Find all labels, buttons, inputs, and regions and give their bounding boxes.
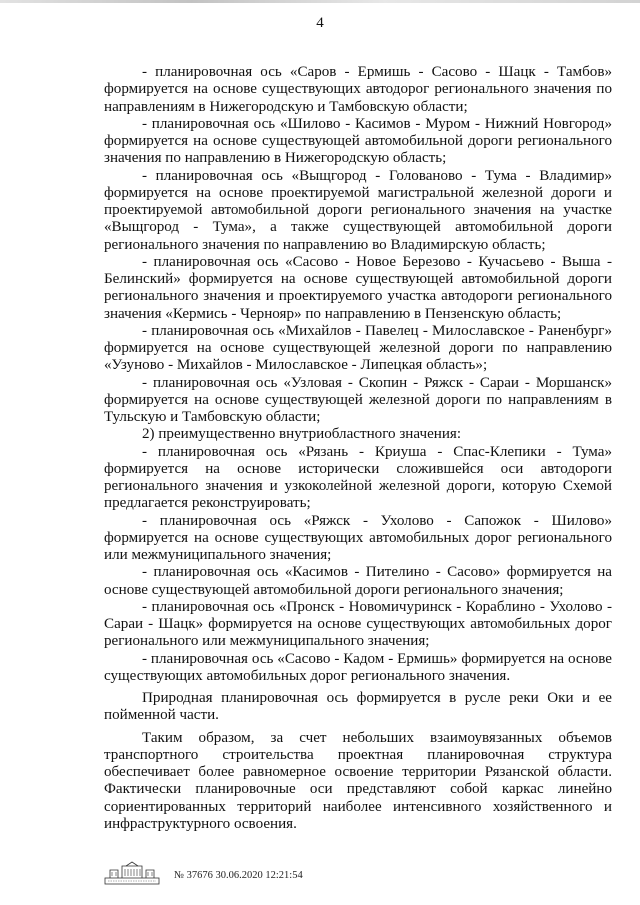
document-footer bbox=[104, 860, 404, 900]
scan-edge bbox=[0, 0, 640, 3]
paragraph-axis-sarov: - планировочная ось «Саров - Ермишь - Сасово - Шацк - Тамбов» формируется на основе существующих автодорог регионального значения по направлениям в Нижегородскую и Тамбовскую области; bbox=[104, 64, 612, 115]
paragraph-axis-ryazan-tuma: - планировочная ось «Рязань - Криуша - Спас-Клепики - Тума» формируется на основе исторически сложившейся оси автодороги регионального значения и узкоколейной железной дороги, которую Схемой предлагается реконструировать; bbox=[104, 443, 612, 512]
paragraph-conclusion: Таким образом, за счет небольших взаимоувязанных объемов транспортного строительства проектная планировочная структура обеспечивает более равномерное освоение территории Рязанской области. Фактически планировочные оси представляют собой каркас линейно сориентированных территорий наиболее интенсивного хозяйственного и инфраструктурного освоения. bbox=[104, 729, 612, 832]
document-body bbox=[104, 64, 612, 833]
paragraph-axis-pronsk-shatsk: - планировочная ось «Пронск - Новомичуринск - Кораблино - Ухолово - Сараи - Шацк» формируется на основе существующих автомобильных дорог регионального или межмуниципального значения; bbox=[104, 598, 612, 650]
page-number: 4 bbox=[316, 15, 324, 31]
paragraph-axis-mikhailov: - планировочная ось «Михайлов - Павелец - Милославское - Раненбург» формируется на основе существующей железной дороги по направлению «Узуново - Михайлов - Милославское - Липецкая область»; bbox=[104, 322, 612, 374]
registry-seal-icon bbox=[104, 860, 160, 886]
paragraph-section-2-heading: 2) преимущественно внутриобластного значения: bbox=[142, 426, 462, 443]
paragraph-axis-uzlovaya: - планировочная ось «Узловая - Скопин - Ряжск - Сараи - Моршанск» формируется на основе существующей железной дороги по направлениям в Тульскую и Тамбовскую области; bbox=[104, 374, 612, 425]
paragraph-axis-ryazhsk-shilovo: - планировочная ось «Ряжск - Ухолово - Сапожок - Шилово» формируется на основе существующих автомобильных дорог регионального или межмуниципального значения; bbox=[104, 512, 612, 563]
paragraph-natural-axis: Природная планировочная ось формируется в русле реки Оки и ее пойменной части. bbox=[104, 690, 612, 724]
paragraph-axis-kasimov-sasovo: - планировочная ось «Касимов - Пителино - Сасово» формируется на основе существующей автомобильной дороги регионального значения; bbox=[104, 564, 612, 598]
paragraph-axis-vyshgorod: - планировочная ось «Выщгород - Голованово - Тума - Владимир» формируется на основе проектируемой магистральной железной дороги и проектируемой автомобильной дороги регионального значения на участке «Выщгород - Тума», а также существующей автомобильной дороги регионального значения по направлению во Владимирскую область; bbox=[104, 167, 612, 253]
paragraph-axis-sasovo-belinsky: - планировочная ось «Сасово - Новое Березово - Кучасьево - Выша - Белинский» формируется на основе существующей автомобильной дороги регионального значения и проектируемого участка автодороги регионального значения «Кермись - Чернояр» по направлению в Пензенскую область; bbox=[104, 253, 612, 322]
registration-stamp: № 37676 30.06.2020 12:21:54 bbox=[174, 870, 303, 881]
paragraph-axis-shilovo-kasimov: - планировочная ось «Шилово - Касимов - Муром - Нижний Новгород» формируется на основе существующей автомобильной дороги регионального значения по направлению в Нижегородскую область; bbox=[104, 115, 612, 167]
paragraph-axis-sasovo-ermish: - планировочная ось «Сасово - Кадом - Ермишь» формируется на основе существующих автомобильных дорог регионального значения. bbox=[104, 650, 612, 684]
